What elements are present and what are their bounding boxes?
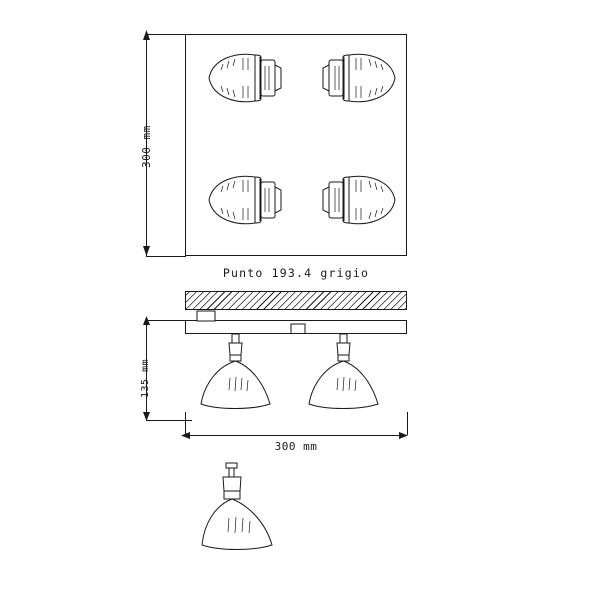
dimension-line-horizontal-300 — [185, 435, 407, 436]
extension-line-right-300 — [407, 412, 408, 435]
dimension-arrow-top-300 — [140, 30, 154, 44]
plan-lamp-top-right — [316, 50, 401, 106]
center-connector-detail — [289, 320, 307, 334]
dimension-arrow-bottom-300 — [140, 246, 154, 260]
extension-line-top-135 — [146, 320, 186, 321]
front-lamp-left — [196, 334, 288, 412]
dimension-arrow-top-135 — [140, 316, 154, 328]
dimension-label-height-135: 135 mm — [140, 358, 151, 398]
front-lamp-right — [304, 334, 396, 412]
junction-box-detail — [196, 310, 218, 322]
extension-line-bottom-300 — [146, 256, 186, 257]
ceiling-hatch-band — [185, 291, 407, 310]
plan-lamp-top-left — [203, 50, 288, 106]
extension-line-left-300 — [185, 412, 186, 435]
dimension-label-height-300: 300 mm — [140, 125, 153, 168]
drawing-caption: Punto 193.4 grigio — [222, 266, 370, 280]
extension-line-top-300 — [146, 34, 186, 35]
plan-lamp-bottom-right — [316, 172, 401, 228]
plan-lamp-bottom-left — [203, 172, 288, 228]
dimension-label-width-300: 300 mm — [274, 440, 318, 453]
side-lamp-single — [196, 463, 288, 555]
dimension-arrow-bottom-135 — [140, 412, 154, 424]
